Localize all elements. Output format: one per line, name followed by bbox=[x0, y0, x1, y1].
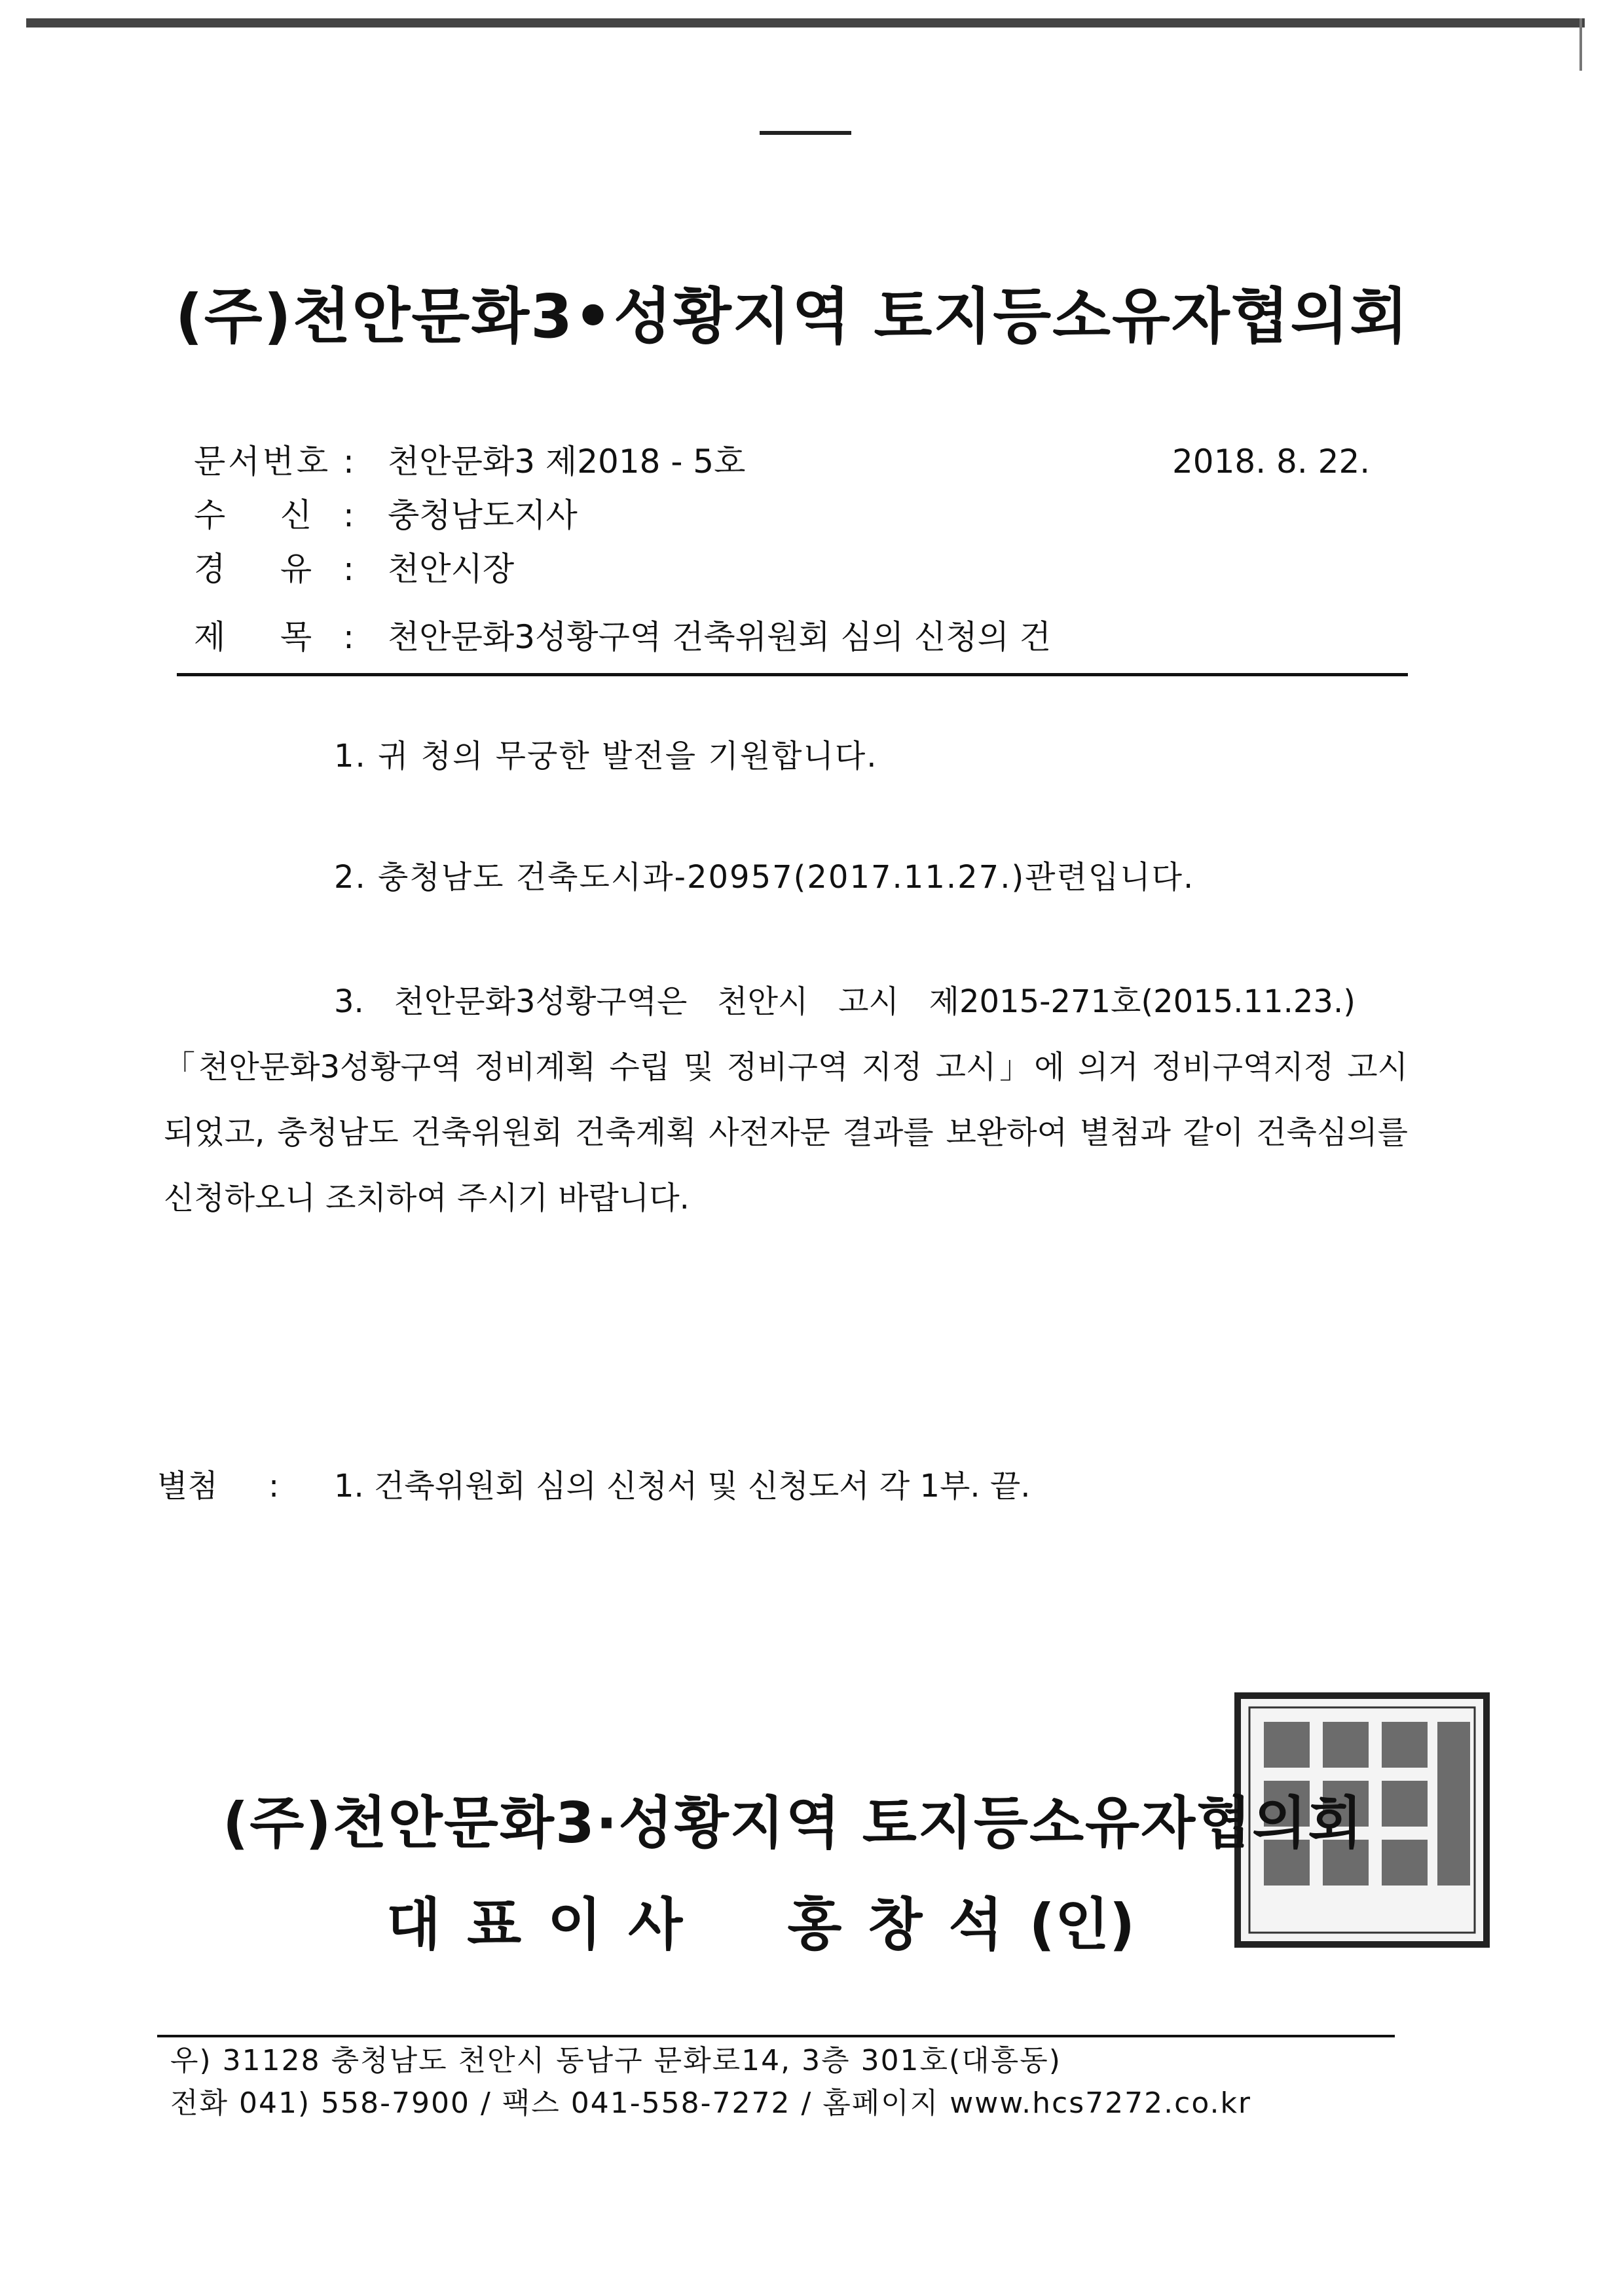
meta-colon: : bbox=[343, 443, 354, 481]
meta-label: 수 신 bbox=[194, 496, 315, 534]
organization-title: (주)천안문화3•성황지역 토지등소유자협의회 bbox=[175, 282, 1410, 352]
meta-label: 경 유 bbox=[194, 550, 315, 588]
meta-colon: : bbox=[343, 496, 354, 534]
meta-recipient bbox=[194, 492, 578, 538]
body-paragraph-1: 1. 귀 청의 무궁한 발전을 기원합니다. bbox=[334, 738, 878, 774]
attachment-colon: : bbox=[268, 1468, 280, 1504]
body-paragraph-3-rest: 「천안문화3성황구역 정비계획 수립 및 정비구역 지정 고시」에 의거 정비구역지정 고시 되었고, 충청남도 건축위원회 건축계획 사전자문 결과를 보완하여 별첨과 같이 건축심의를 신청하오니 조치하여 주시기 바랍니다. bbox=[164, 1049, 1408, 1216]
meta-colon: : bbox=[343, 618, 354, 656]
attachment-label: 별첨 bbox=[157, 1468, 218, 1504]
meta-value: 천안문화3 제2018 - 5호 bbox=[388, 443, 746, 481]
body-paragraph-2: 2. 충청남도 건축도시과-20957(2017.11.27.)관련입니다. bbox=[334, 859, 1195, 896]
meta-via bbox=[194, 546, 514, 592]
scan-mark bbox=[760, 131, 851, 135]
meta-value: 충청남도지사 bbox=[388, 496, 578, 534]
body-paragraph-3 bbox=[164, 969, 1408, 1231]
signature-organization: (주)천안문화3·성황지역 토지등소유자협의회 bbox=[223, 1791, 1364, 1856]
meta-label: 문서번호 bbox=[194, 443, 331, 481]
meta-label: 제 목 bbox=[194, 618, 315, 656]
representative-title: 대표이사 bbox=[386, 1892, 709, 1958]
representative-name: 홍창석 bbox=[787, 1892, 1029, 1958]
scan-edge-right bbox=[1579, 18, 1582, 71]
meta-value: 천안시장 bbox=[388, 550, 515, 588]
document-title bbox=[0, 268, 1624, 355]
signature-representative bbox=[386, 1879, 1135, 1960]
footer-divider bbox=[157, 2035, 1395, 2037]
meta-subject bbox=[194, 614, 1051, 660]
meta-colon: : bbox=[343, 550, 354, 588]
header-divider bbox=[177, 673, 1408, 676]
footer-address: 우) 31128 충청남도 천안시 동남구 문화로14, 3층 301호(대흥동) bbox=[170, 2044, 1061, 2077]
footer-contact: 전화 041) 558-7900 / 팩스 041-558-7272 / 홈페이지 www.hcs7272.co.kr bbox=[170, 2086, 1252, 2120]
attachment-line bbox=[157, 1463, 1031, 1509]
attachment-text: 1. 건축위원회 심의 신청서 및 신청도서 각 1부. 끝. bbox=[334, 1468, 1031, 1504]
scan-edge-top bbox=[26, 18, 1585, 27]
meta-value: 천안문화3성황구역 건축위원회 심의 신청의 건 bbox=[388, 618, 1052, 656]
seal-mark: (인) bbox=[1029, 1892, 1135, 1958]
body-paragraph-3-first-line: 3. 천안문화3성황구역은 천안시 고시 제2015-271호(2015.11.23.) bbox=[334, 983, 1356, 1020]
meta-doc-number bbox=[194, 439, 745, 484]
document-date: 2018. 8. 22. bbox=[1172, 443, 1371, 481]
